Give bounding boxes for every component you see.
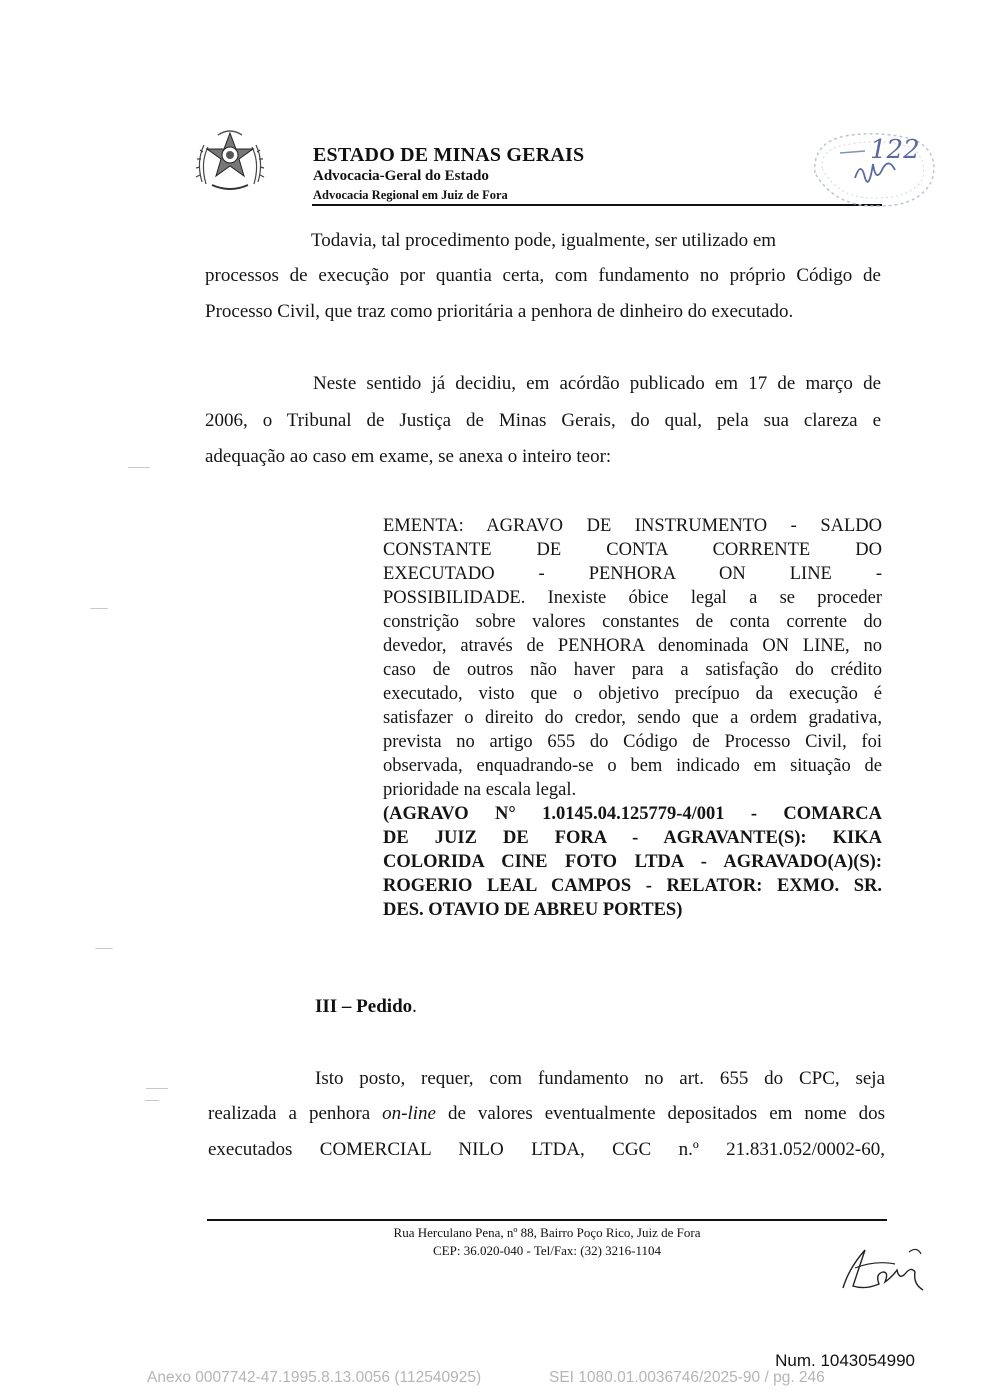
citation-line: (AGRAVO N° 1.0145.04.125779-4/001 - COMARCA <box>383 804 882 824</box>
header-divider <box>312 204 882 206</box>
header-subtitle-agency: Advocacia-Geral do Estado <box>313 168 489 184</box>
ementa-line: prioridade na escala legal. <box>383 780 577 800</box>
scan-mark <box>90 608 108 609</box>
citation-line: COLORIDA CINE FOTO LTDA - AGRAVADO(A)(S): <box>383 852 882 872</box>
ementa-line: POSSIBILIDADE. Inexiste óbice legal a se proceder <box>383 588 882 608</box>
paragraph-line-with-italic <box>208 1103 885 1125</box>
scan-mark <box>128 467 150 468</box>
paragraph-line: 2006, o Tribunal de Justiça de Minas Gerais, do qual, pela sua clareza e <box>205 410 881 431</box>
request-term-online: on-line <box>382 1103 436 1124</box>
header-title: ESTADO DE MINAS GERAIS <box>313 144 585 166</box>
ementa-line: EMENTA: AGRAVO DE INSTRUMENTO - SALDO <box>383 516 882 536</box>
paragraph-line: Isto posto, requer, com fundamento no art. 655 do CPC, seja <box>315 1068 885 1089</box>
header-subtitle-office: Advocacia Regional em Juiz de Fora <box>313 188 508 202</box>
paragraph-line: Processo Civil, que traz como prioritária a penhora de dinheiro do executado. <box>205 301 794 322</box>
page-stamp-number: 122 <box>870 135 920 165</box>
footer-divider <box>207 1219 887 1221</box>
citation-line: DES. OTAVIO DE ABREU PORTES) <box>383 900 683 920</box>
ementa-line: EXECUTADO - PENHORA ON LINE - <box>383 564 882 584</box>
page-number-stamp <box>800 118 945 213</box>
footer-address: Rua Herculano Pena, nº 88, Bairro Poço Rico, Juiz de Fora <box>393 1225 701 1240</box>
annex-reference: Anexo 0007742-47.1995.8.13.0056 (112540925) <box>147 1369 482 1386</box>
handwritten-signature <box>835 1238 930 1300</box>
sei-page-reference: SEI 1080.01.0036746/2025-90 / pg. 246 <box>549 1369 825 1386</box>
paragraph-line: processos de execução por quantia certa, com fundamento no próprio Código de <box>205 265 881 286</box>
ementa-line: constrição sobre valores constantes de conta corrente do <box>383 612 882 632</box>
ementa-line: satisfazer o direito do credor, sendo que a ordem gradativa, <box>383 708 882 728</box>
section-heading <box>315 996 417 1018</box>
scan-mark <box>95 948 113 949</box>
ementa-line: prevista no artigo 655 do Código de Processo Civil, foi <box>383 732 882 752</box>
ementa-line: CONSTANTE DE CONTA CORRENTE DO <box>383 540 882 560</box>
section-heading-period: . <box>412 996 417 1017</box>
paragraph-line: Neste sentido já decidiu, em acórdão publicado em 17 de março de <box>313 373 881 394</box>
paragraph-line: Todavia, tal procedimento pode, igualmente, ser utilizado em <box>311 230 777 251</box>
ementa-line: executado, visto que o objetivo precípuo da execução é <box>383 684 882 704</box>
scan-mark <box>145 1100 159 1101</box>
ementa-line: observada, enquadrando-se o bem indicado em situação de <box>383 756 882 776</box>
paragraph-line: executados COMERCIAL NILO LTDA, CGC n.º 21.831.052/0002-60, <box>208 1139 885 1160</box>
document-number: Num. 1043054990 <box>775 1351 915 1370</box>
ementa-line: devedor, através de PENHORA denominada ON LINE, no <box>383 636 882 656</box>
request-text-before: realizada a penhora <box>208 1103 383 1124</box>
section-heading-text: III – Pedido <box>315 996 413 1017</box>
paragraph-line: adequação ao caso em exame, se anexa o inteiro teor: <box>205 446 612 467</box>
citation-line: ROGERIO LEAL CAMPOS - RELATOR: EXMO. SR. <box>383 876 882 896</box>
footer-contact: CEP: 36.020-040 - Tel/Fax: (32) 3216-1104 <box>432 1243 662 1258</box>
coat-of-arms-seal <box>190 127 270 197</box>
scan-mark <box>146 1088 168 1089</box>
citation-line: DE JUIZ DE FORA - AGRAVANTE(S): KIKA <box>383 828 882 848</box>
ementa-line: caso de outros não haver para a satisfação do crédito <box>383 660 882 680</box>
request-text-after: de valores eventualmente depositados em nome dos <box>435 1103 885 1124</box>
